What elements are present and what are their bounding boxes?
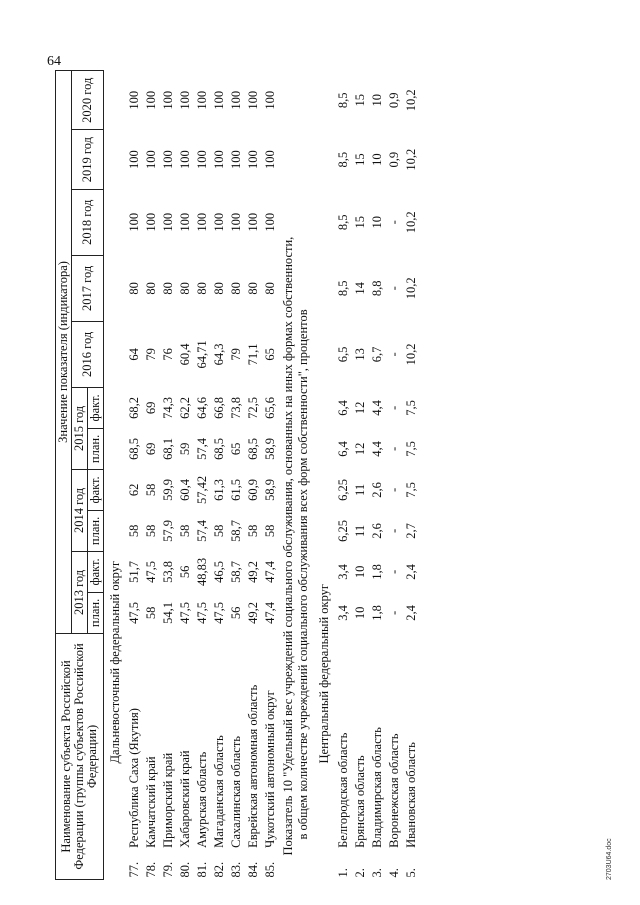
region-name: Камчатский край xyxy=(144,756,159,848)
region-name: Владимирская область xyxy=(370,727,385,848)
value-cell: 60,4 xyxy=(178,343,193,366)
value-cell: 61,5 xyxy=(229,478,244,501)
region-name: Сахалинская область xyxy=(229,735,244,848)
value-cell: 6,4 xyxy=(336,400,351,416)
table-row xyxy=(369,71,386,880)
row-number: 2. xyxy=(353,868,368,878)
table-row xyxy=(386,71,403,880)
table-row xyxy=(126,71,143,880)
value-cell: 53,8 xyxy=(161,560,176,583)
table-row xyxy=(245,71,262,880)
value-cell: 7,5 xyxy=(404,482,419,498)
value-cell: 62 xyxy=(127,483,142,497)
page-number: 64 xyxy=(47,54,61,69)
indicator-10-line1: Показатель 10 "Удельный вес учреждений социального обслуживания, основанных на иных формах собственности, xyxy=(281,236,296,856)
value-cell: 8,5 xyxy=(336,214,351,231)
value-cell: 11 xyxy=(353,483,368,496)
row-number: 80. xyxy=(178,861,193,878)
value-cell: 100 xyxy=(246,150,261,169)
value-cell: 100 xyxy=(195,150,210,169)
value-cell: 2,4 xyxy=(404,605,419,621)
value-cell: 72,5 xyxy=(246,396,261,419)
value-cell: 100 xyxy=(144,150,159,169)
value-cell: 58 xyxy=(246,524,261,538)
row-number: 78. xyxy=(144,861,159,878)
value-cell: 46,5 xyxy=(212,560,227,583)
value-cell: 57,4 xyxy=(195,519,210,542)
value-cell: 7,5 xyxy=(404,400,419,416)
value-cell: 4,4 xyxy=(370,400,385,416)
value-cell: 57,4 xyxy=(195,437,210,460)
value-cell: 8,5 xyxy=(336,151,351,168)
value-cell: - xyxy=(387,487,402,493)
value-cell: 65,6 xyxy=(263,396,278,419)
value-cell: 57,9 xyxy=(161,519,176,542)
value-cell: 64 xyxy=(127,348,142,361)
value-cell: 100 xyxy=(229,150,244,169)
value-cell: 47,5 xyxy=(212,601,227,624)
value-cell: 3,4 xyxy=(336,564,351,580)
row-number: 81. xyxy=(195,861,210,878)
value-cell: 6,25 xyxy=(336,478,351,501)
header-year-2015: 2015 год xyxy=(72,387,88,469)
header-year-2013: 2013 год xyxy=(72,551,88,633)
value-cell: 10,2 xyxy=(404,211,419,234)
value-cell: 59 xyxy=(178,442,193,456)
value-cell: 69 xyxy=(144,401,159,415)
value-cell: 0,9 xyxy=(387,92,402,109)
row-number: 1. xyxy=(336,868,351,878)
header-fact-2014: факт. xyxy=(88,469,104,510)
row-number: 3. xyxy=(370,868,385,878)
header-plan-2014: план. xyxy=(88,510,104,551)
value-cell: 100 xyxy=(246,90,261,110)
row-number: 79. xyxy=(161,861,176,878)
value-cell: 100 xyxy=(161,212,176,232)
region-name: Приморский край xyxy=(161,752,176,848)
value-cell: 65 xyxy=(263,348,278,361)
value-cell: 47,4 xyxy=(263,601,278,624)
value-cell: 6,4 xyxy=(336,441,351,457)
value-cell: 100 xyxy=(229,212,244,232)
region-name: Хабаровский край xyxy=(178,750,193,848)
value-cell: 80 xyxy=(127,282,142,295)
table-row xyxy=(211,71,228,880)
header-fact-2015: факт. xyxy=(88,387,104,428)
value-cell: 100 xyxy=(127,212,142,232)
value-cell: 58 xyxy=(178,524,193,538)
header-year-2014: 2014 год xyxy=(72,469,88,551)
rotated-page xyxy=(20,54,613,880)
value-cell: 73,8 xyxy=(229,396,244,419)
value-cell: - xyxy=(387,528,402,534)
value-cell: 80 xyxy=(161,282,176,295)
row-number: 83. xyxy=(229,861,244,878)
value-cell: 76 xyxy=(161,348,176,361)
table-row xyxy=(403,71,420,880)
value-cell: 68,1 xyxy=(161,437,176,460)
value-cell: 8,8 xyxy=(370,280,385,297)
section-far-east: Дальневосточный федеральный округ xyxy=(108,560,123,764)
row-number: 77. xyxy=(127,861,142,878)
value-cell: 6,7 xyxy=(370,346,385,363)
value-cell: 100 xyxy=(195,90,210,110)
value-cell: 48,83 xyxy=(195,557,210,586)
row-number: 4. xyxy=(387,868,402,878)
value-cell: 100 xyxy=(263,212,278,232)
value-cell: 68,5 xyxy=(246,437,261,460)
value-cell: 2,4 xyxy=(404,564,419,580)
header-name-column: Наименование субъекта Российской Федерации (группы субъектов Российской Федерации) xyxy=(56,633,104,879)
value-cell: 80 xyxy=(246,282,261,295)
value-cell: 10,2 xyxy=(404,277,419,300)
header-year-2016: 2016 год xyxy=(72,321,104,387)
row-number: 84. xyxy=(246,861,261,878)
value-cell: 100 xyxy=(161,90,176,110)
value-cell: 79 xyxy=(144,348,159,361)
value-cell: 8,5 xyxy=(336,280,351,297)
value-cell: 54,1 xyxy=(161,601,176,624)
value-cell: 49,2 xyxy=(246,601,261,624)
value-cell: 80 xyxy=(229,282,244,295)
header-year-2019: 2019 год xyxy=(72,130,104,189)
indicator-table xyxy=(55,70,420,880)
region-name: Воронежская область xyxy=(387,733,402,848)
value-cell: 3,4 xyxy=(336,605,351,621)
value-cell: 100 xyxy=(178,150,193,169)
region-name: Магаданская область xyxy=(212,735,227,848)
table-row xyxy=(352,71,369,880)
value-cell: 65 xyxy=(229,442,244,456)
value-cell: 47,5 xyxy=(144,560,159,583)
value-cell: 100 xyxy=(178,90,193,110)
value-cell: 10,2 xyxy=(404,148,419,171)
value-cell: 100 xyxy=(212,90,227,110)
header-year-2020: 2020 год xyxy=(72,71,104,131)
region-name: Белгородская область xyxy=(336,732,351,848)
value-cell: 80 xyxy=(263,282,278,295)
value-cell: 100 xyxy=(246,212,261,232)
value-cell: 58 xyxy=(144,606,159,620)
value-cell: 12 xyxy=(353,442,368,456)
value-cell: - xyxy=(387,569,402,575)
value-cell: 8,5 xyxy=(336,92,351,109)
value-cell: 80 xyxy=(195,282,210,295)
value-cell: 15 xyxy=(353,94,368,107)
region-name: Амурская область xyxy=(195,751,210,848)
value-cell: 15 xyxy=(353,216,368,229)
row-number: 82. xyxy=(212,861,227,878)
indicator-10-title xyxy=(279,71,313,880)
section-central: Центральный федеральный округ xyxy=(317,583,332,764)
value-cell: 56 xyxy=(229,606,244,620)
footer-doc-code: 2703U64.doc xyxy=(606,838,613,880)
value-cell: 60,9 xyxy=(246,478,261,501)
value-cell: 57,42 xyxy=(195,475,210,504)
value-cell: 100 xyxy=(229,90,244,110)
value-cell: 62,2 xyxy=(178,396,193,419)
value-cell: - xyxy=(387,352,402,357)
value-cell: 10 xyxy=(370,94,385,107)
value-cell: 12 xyxy=(353,401,368,415)
value-cell: 80 xyxy=(144,282,159,295)
value-cell: 100 xyxy=(212,212,227,232)
value-cell: 58,7 xyxy=(229,519,244,542)
value-cell: 10,2 xyxy=(404,89,419,112)
value-cell: 1,8 xyxy=(370,564,385,580)
value-cell: 61,3 xyxy=(212,478,227,501)
value-cell: - xyxy=(387,610,402,616)
value-cell: 66,8 xyxy=(212,396,227,419)
table-row xyxy=(228,71,245,880)
row-number: 5. xyxy=(404,868,419,878)
value-cell: 100 xyxy=(263,150,278,169)
indicator-10-line2: в общем количестве учреждений социального обслуживания всех форм собственности", процентов xyxy=(296,309,311,840)
region-name: Ивановская область xyxy=(404,742,419,848)
value-cell: 58 xyxy=(144,524,159,538)
value-cell: 100 xyxy=(178,212,193,232)
value-cell: 6,5 xyxy=(336,346,351,363)
row-number: 85. xyxy=(263,861,278,878)
value-cell: 7,5 xyxy=(404,441,419,457)
table-row xyxy=(262,71,279,880)
header-fact-2013: факт. xyxy=(88,551,104,592)
value-cell: 100 xyxy=(144,90,159,110)
value-cell: 64,71 xyxy=(195,340,210,369)
header-value-group: Значение показателя (индикатора) xyxy=(56,71,72,634)
value-cell: 0,9 xyxy=(387,151,402,168)
value-cell: 15 xyxy=(353,153,368,166)
table-row xyxy=(335,71,352,880)
value-cell: 47,5 xyxy=(195,601,210,624)
value-cell: 47,4 xyxy=(263,560,278,583)
region-name: Чукотский автономный округ xyxy=(263,690,278,848)
value-cell: 11 xyxy=(353,524,368,537)
value-cell: 100 xyxy=(127,150,142,169)
value-cell: 6,25 xyxy=(336,519,351,542)
value-cell: 71,1 xyxy=(246,343,261,366)
value-cell: 1,8 xyxy=(370,605,385,621)
value-cell: 79 xyxy=(229,348,244,361)
value-cell: 51,7 xyxy=(127,560,142,583)
value-cell: 80 xyxy=(212,282,227,295)
table-row xyxy=(160,71,177,880)
value-cell: 64,3 xyxy=(212,343,227,366)
header-plan-2015: план. xyxy=(88,428,104,469)
value-cell: 100 xyxy=(263,90,278,110)
value-cell: 74,3 xyxy=(161,396,176,419)
table-row xyxy=(143,71,160,880)
value-cell: - xyxy=(387,446,402,452)
value-cell: 10 xyxy=(370,216,385,229)
value-cell: 58 xyxy=(263,524,278,538)
value-cell: - xyxy=(387,405,402,411)
value-cell: 100 xyxy=(212,150,227,169)
region-name: Брянская область xyxy=(353,755,368,848)
value-cell: 80 xyxy=(178,282,193,295)
value-cell: 4,4 xyxy=(370,441,385,457)
value-cell: 47,5 xyxy=(127,601,142,624)
value-cell: - xyxy=(387,220,402,225)
value-cell: 58 xyxy=(212,524,227,538)
value-cell: 100 xyxy=(127,90,142,110)
value-cell: 58,9 xyxy=(263,437,278,460)
value-cell: 58,9 xyxy=(263,478,278,501)
value-cell: 2,6 xyxy=(370,482,385,498)
value-cell: 10 xyxy=(353,565,368,579)
value-cell: 68,5 xyxy=(127,437,142,460)
value-cell: 69 xyxy=(144,442,159,456)
header-plan-2013: план. xyxy=(88,592,104,633)
value-cell: 68,2 xyxy=(127,396,142,419)
value-cell: 10,2 xyxy=(404,343,419,366)
value-cell: 60,4 xyxy=(178,478,193,501)
table-row xyxy=(194,71,211,880)
header-year-2018: 2018 год xyxy=(72,189,104,255)
value-cell: 49,2 xyxy=(246,560,261,583)
region-name: Еврейская автономная область xyxy=(246,684,261,848)
value-cell: 10 xyxy=(370,153,385,166)
value-cell: 2,6 xyxy=(370,523,385,539)
value-cell: 47,5 xyxy=(178,601,193,624)
value-cell: 100 xyxy=(161,150,176,169)
value-cell: - xyxy=(387,286,402,291)
value-cell: 64,6 xyxy=(195,396,210,419)
value-cell: 56 xyxy=(178,565,193,579)
value-cell: 59,9 xyxy=(161,478,176,501)
value-cell: 13 xyxy=(353,348,368,361)
value-cell: 100 xyxy=(195,212,210,232)
value-cell: 100 xyxy=(144,212,159,232)
value-cell: 10 xyxy=(353,606,368,620)
region-name: Республика Саха (Якутия) xyxy=(127,708,142,848)
value-cell: 2,7 xyxy=(404,523,419,539)
table-row xyxy=(177,71,194,880)
header-year-2017: 2017 год xyxy=(72,255,104,321)
value-cell: 68,5 xyxy=(212,437,227,460)
value-cell: 58 xyxy=(127,524,142,538)
value-cell: 58,7 xyxy=(229,560,244,583)
value-cell: 14 xyxy=(353,282,368,295)
value-cell: 58 xyxy=(144,483,159,497)
